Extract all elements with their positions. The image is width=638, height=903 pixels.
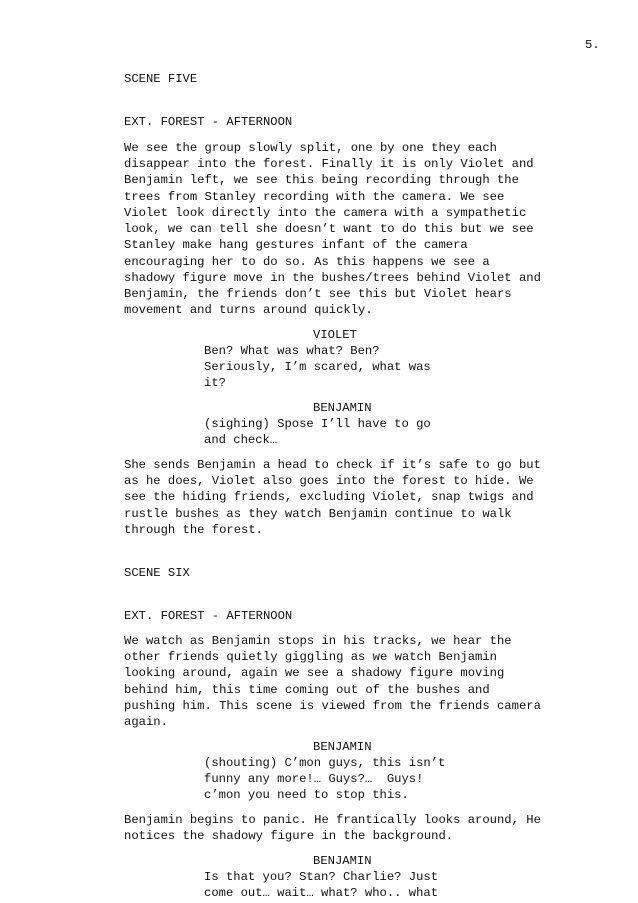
dialogue-line: and check… <box>204 433 278 447</box>
action-line: movement and turns around quickly. <box>124 303 373 317</box>
action-line: trees from Stanley recording with the camera. We see <box>124 190 505 204</box>
dialogue-line: (sighing) Spose I’ll have to go <box>204 417 431 431</box>
action-line: Benjamin begins to panic. He frantically looks around, He <box>124 812 541 827</box>
action-line: rustle bushes as they watch Benjamin continue to walk <box>124 507 512 521</box>
slug-line: EXT. FOREST - AFTERNOON <box>124 115 293 129</box>
dialogue-line: come out… wait… what? who.. what <box>204 885 439 900</box>
dialogue-line: (shouting) C’mon guys, this isn’t <box>204 755 446 770</box>
action-line: She sends Benjamin a head to check if it’s safe to go but <box>124 458 541 472</box>
scene-heading: SCENE FIVE <box>124 72 198 86</box>
character-name: VIOLET <box>313 328 357 342</box>
dialogue-line: Is that you? Stan? Charlie? Just <box>204 869 439 884</box>
dialogue-line: funny any more!… Guys?… Guys! <box>204 771 424 786</box>
action-line: shadowy figure move in the bushes/trees behind Violet and <box>124 271 541 285</box>
action-line: notices the shadowy figure in the background. <box>124 828 454 843</box>
action-line: Benjamin left, we see this being recording through the <box>124 173 519 187</box>
action-line: behind him, this time coming out of the bushes and <box>124 683 490 697</box>
action-line: through the forest. <box>124 523 263 537</box>
character-name: BENJAMIN <box>313 853 372 868</box>
dialogue-line: c’mon you need to stop this. <box>204 787 409 802</box>
action-line: see the hiding friends, excluding Violet, snap twigs and <box>124 490 534 504</box>
page-number: 5. <box>585 38 600 52</box>
character-name: BENJAMIN <box>313 401 372 415</box>
scene-heading: SCENE SIX <box>124 566 190 580</box>
dialogue-line: Ben? What was what? Ben? <box>204 344 380 358</box>
action-line: look, we can tell she doesn’t want to do this but we see <box>124 222 534 236</box>
action-line: as he does, Violet also goes into the forest to hide. We <box>124 474 534 488</box>
action-line: pushing him. This scene is viewed from the friends camera <box>124 699 541 713</box>
action-line: Stanley make hang gestures infant of the camera <box>124 238 468 252</box>
action-line: Benjamin, the friends don’t see this but Violet hears <box>124 287 512 301</box>
action-line: encouraging her to do so. As this happens we see a <box>124 255 490 269</box>
slug-line: EXT. FOREST - AFTERNOON <box>124 609 293 623</box>
action-line: Violet look directly into the camera with a sympathetic <box>124 206 527 220</box>
action-line: looking around, again we see a shadowy figure moving <box>124 666 505 680</box>
action-line: disappear into the forest. Finally it is only Violet and <box>124 157 534 171</box>
action-line: other friends quietly giggling as we watch Benjamin <box>124 650 497 664</box>
dialogue-line: it? <box>204 376 226 390</box>
action-line: again. <box>124 715 168 729</box>
action-line: We see the group slowly split, one by one they each <box>124 141 497 155</box>
character-name: BENJAMIN <box>313 740 372 754</box>
dialogue-line: Seriously, I’m scared, what was <box>204 360 431 374</box>
action-line: We watch as Benjamin stops in his tracks, we hear the <box>124 634 512 648</box>
